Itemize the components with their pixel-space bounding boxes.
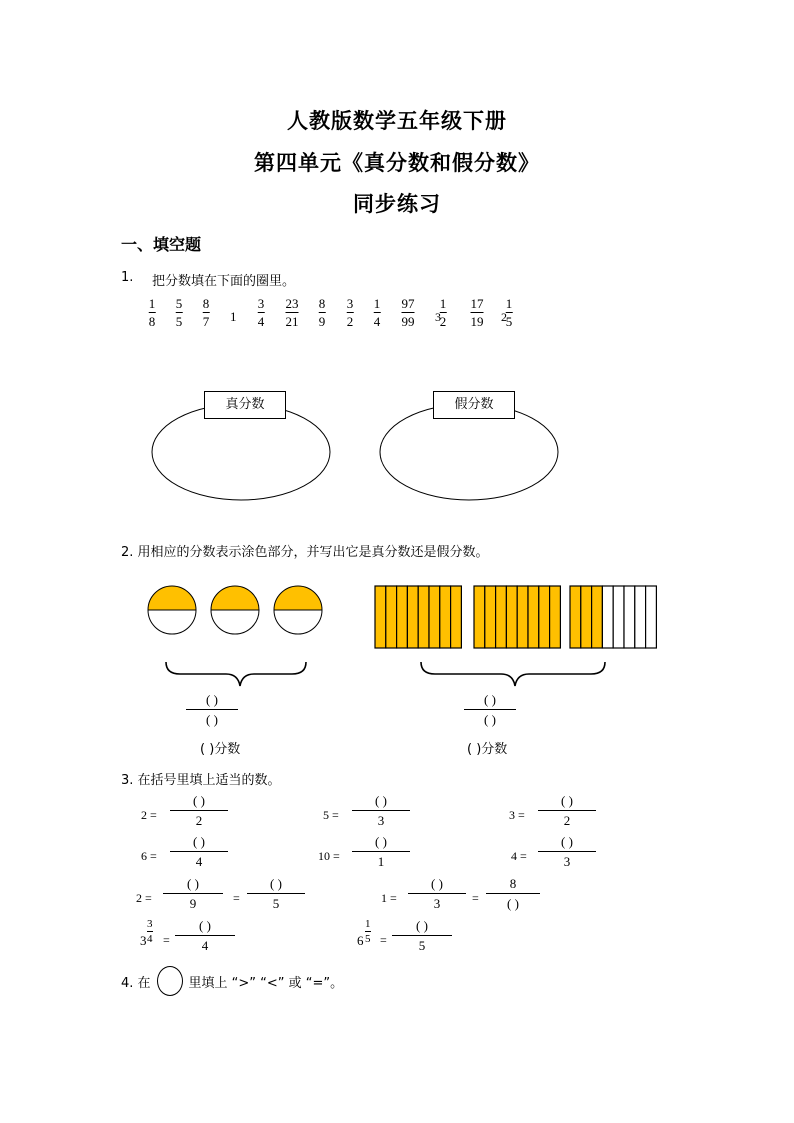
denominator: 3: [563, 854, 571, 869]
denominator-blank[interactable]: ( ): [484, 712, 496, 727]
q2-right-answer[interactable]: ( )分数: [467, 742, 508, 757]
denominator: 1: [377, 854, 385, 869]
numerator: 8: [509, 876, 517, 891]
proper-label-box: 真分数: [204, 391, 286, 419]
chain2-lhs: 1 =: [381, 891, 397, 905]
denominator: 4: [195, 854, 203, 869]
q2-left-answer[interactable]: ( )分数: [200, 742, 241, 757]
bar-cell: [397, 586, 408, 648]
mixed2-whole: 6: [357, 933, 364, 948]
numerator-blank[interactable]: ( ): [199, 918, 211, 933]
mixed2-eq: =: [380, 933, 387, 947]
chain2-eq2: =: [472, 891, 479, 905]
bar-cell: [646, 586, 657, 648]
half-circle-2: [211, 586, 259, 634]
q1-fraction[interactable]: 1 2: [439, 296, 447, 329]
q1-fraction[interactable]: 1 8: [148, 296, 156, 329]
chain1-frac1[interactable]: [163, 876, 223, 911]
improper-label-box: 假分数: [433, 391, 515, 419]
q1-whole-number: 1: [230, 309, 237, 324]
q1-fraction[interactable]: 5 5: [175, 296, 183, 329]
q2-bar-groups: [370, 584, 670, 652]
q3-lhs: 6 =: [141, 849, 157, 863]
q3-lhs: 5 =: [323, 808, 339, 822]
bar-cell: [474, 586, 485, 648]
q1-fraction[interactable]: 97 99: [401, 296, 415, 329]
title-line-1: 人教版数学五年级下册: [287, 108, 507, 133]
q1-fraction[interactable]: 3 4: [257, 296, 265, 329]
bar-cell: [528, 586, 539, 648]
bar-cell: [602, 586, 613, 648]
right-brace: [415, 660, 615, 690]
q1-fraction[interactable]: 3 2: [346, 296, 354, 329]
q3-answer-fraction[interactable]: [538, 834, 596, 869]
bar-cell: [550, 586, 561, 648]
q2-circles: [140, 580, 340, 640]
numerator-blank[interactable]: ( ): [561, 793, 573, 808]
half-circle-3: [274, 586, 322, 634]
q1-fraction[interactable]: 1 5: [505, 296, 513, 329]
title-line-2: 第四单元《真分数和假分数》: [254, 150, 540, 175]
chain2-frac2[interactable]: [486, 876, 540, 911]
denominator: 2: [563, 813, 571, 828]
q1-number: 1.: [121, 270, 134, 285]
bar-cell: [496, 586, 507, 648]
q1-fraction[interactable]: 8 7: [202, 296, 210, 329]
bar-cell: [418, 586, 429, 648]
numerator-blank[interactable]: ( ): [416, 918, 428, 933]
q3-answer-fraction[interactable]: [352, 834, 410, 869]
left-brace: [160, 660, 320, 690]
bar-cell: [517, 586, 528, 648]
bar-cell: [440, 586, 451, 648]
q3-answer-fraction[interactable]: [170, 793, 228, 828]
denominator: 9: [189, 896, 197, 911]
q3-lhs: 10 =: [318, 849, 340, 863]
bar-cell: [386, 586, 397, 648]
bar-cell: [407, 586, 418, 648]
numerator-blank[interactable]: ( ): [375, 793, 387, 808]
bar-cell: [592, 586, 603, 648]
denominator: 4: [201, 938, 209, 953]
q4-line: [121, 966, 343, 996]
q3-lhs: 2 =: [141, 808, 157, 822]
q1-mixed-whole: 2: [501, 310, 507, 324]
denominator: 2: [195, 813, 203, 828]
q1-mixed-whole: 3: [435, 310, 441, 324]
mixed1-frac: 3 4: [147, 918, 153, 945]
q1-fraction[interactable]: 17 19: [470, 296, 484, 329]
denominator: 3: [377, 813, 385, 828]
chain2-frac1[interactable]: [408, 876, 466, 911]
mixed2-answer[interactable]: [392, 918, 452, 953]
denominator: 5: [272, 896, 280, 911]
q3-lhs: 3 =: [509, 808, 525, 822]
bar-cell: [539, 586, 550, 648]
numerator-blank[interactable]: ( ): [193, 793, 205, 808]
q4-prefix: 4. 在: [121, 975, 151, 991]
denominator-blank[interactable]: ( ): [206, 712, 218, 727]
bar-cell: [485, 586, 496, 648]
numerator-blank[interactable]: ( ): [270, 876, 282, 891]
chain1-eq2: =: [233, 891, 240, 905]
q2-left-fraction[interactable]: [186, 692, 238, 727]
q3-answer-fraction[interactable]: [170, 834, 228, 869]
numerator-blank[interactable]: ( ): [561, 834, 573, 849]
compare-circle-icon: [157, 966, 183, 996]
q4-suffix: 里填上 “>” “<” 或 “=”。: [188, 975, 344, 991]
q3-answer-fraction[interactable]: [352, 793, 410, 828]
q2-right-fraction[interactable]: [464, 692, 516, 727]
bar-cell: [451, 586, 462, 648]
title-line-3: 同步练习: [353, 191, 441, 216]
q1-text: 把分数填在下面的圈里。: [152, 274, 296, 289]
bar-cell: [375, 586, 386, 648]
numerator-blank[interactable]: ( ): [431, 876, 443, 891]
denominator: 3: [433, 896, 441, 911]
q1-fraction[interactable]: 1 4: [373, 296, 381, 329]
q3-text: 3. 在括号里填上适当的数。: [121, 773, 281, 788]
q3-lhs: 4 =: [511, 849, 527, 863]
mixed1-whole: 3: [140, 933, 147, 948]
mixed1-eq: =: [163, 933, 170, 947]
q1-fraction[interactable]: 8 9: [318, 296, 326, 329]
q1-fraction[interactable]: 23 21: [285, 296, 299, 329]
denominator: 5: [418, 938, 426, 953]
numerator-blank[interactable]: ( ): [193, 834, 205, 849]
bar-cell: [613, 586, 624, 648]
mixed2-frac: 1 5: [365, 918, 371, 945]
section-heading: 一、填空题: [121, 235, 202, 254]
bar-cell: [570, 586, 581, 648]
bar-cell: [506, 586, 517, 648]
numerator-blank[interactable]: ( ): [484, 692, 496, 707]
chain1-frac2[interactable]: [247, 876, 305, 911]
q3-answer-fraction[interactable]: [538, 793, 596, 828]
bar-cell: [429, 586, 440, 648]
half-circle-1: [148, 586, 196, 634]
denominator-blank[interactable]: ( ): [507, 896, 519, 911]
mixed1-answer[interactable]: [175, 918, 235, 953]
numerator-blank[interactable]: ( ): [375, 834, 387, 849]
bar-cell: [624, 586, 635, 648]
numerator-blank[interactable]: ( ): [187, 876, 199, 891]
bar-cell: [635, 586, 646, 648]
numerator-blank[interactable]: ( ): [206, 692, 218, 707]
chain1-lhs: 2 =: [136, 891, 152, 905]
bar-cell: [581, 586, 592, 648]
q2-text: 2. 用相应的分数表示涂色部分，并写出它是真分数还是假分数。: [121, 545, 489, 560]
